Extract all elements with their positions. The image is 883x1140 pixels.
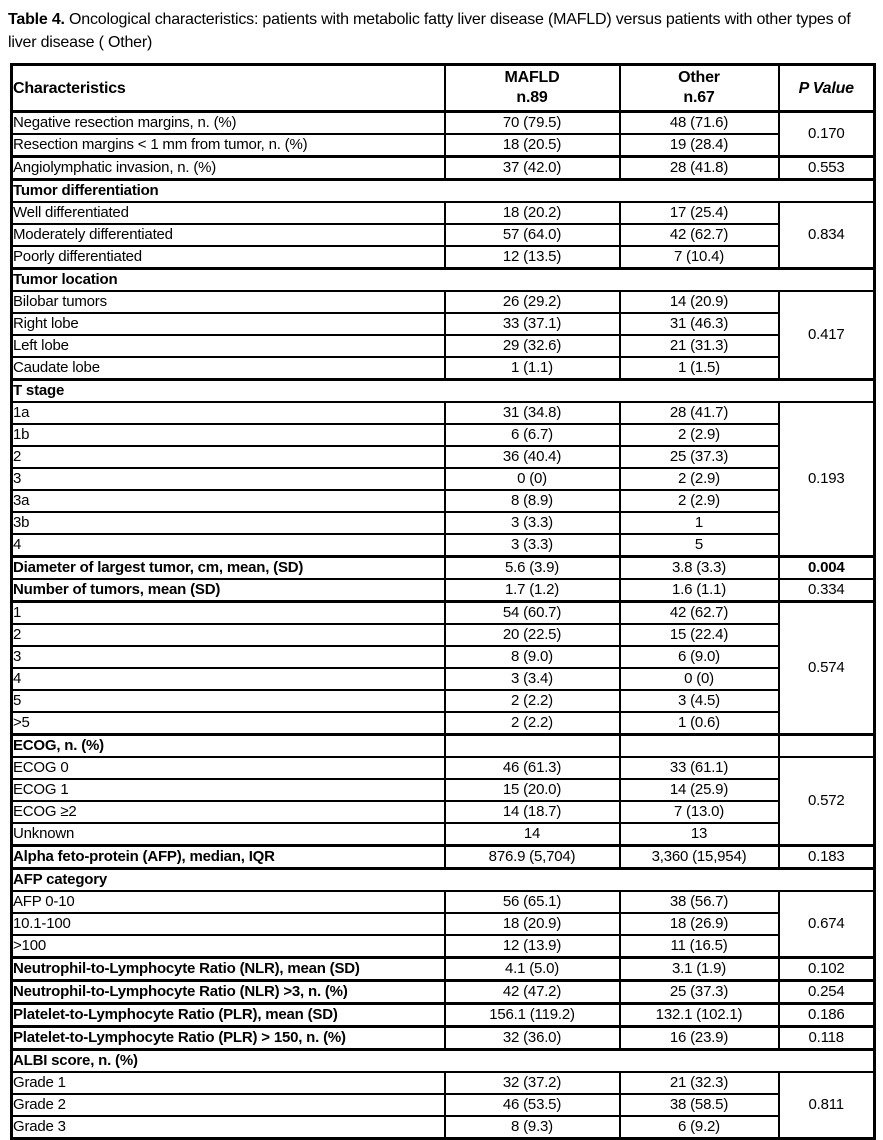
mafld-value-cell: 70 (79.5) bbox=[445, 112, 620, 135]
section-label: ECOG, n. (%) bbox=[12, 735, 445, 758]
p-value-cell: 0.553 bbox=[779, 157, 875, 180]
table-row bbox=[12, 490, 875, 512]
other-value-cell: 14 (25.9) bbox=[620, 779, 779, 801]
other-value-cell: 33 (61.1) bbox=[620, 757, 779, 779]
other-value-cell: 3.1 (1.9) bbox=[620, 958, 779, 981]
mafld-value-cell: 26 (29.2) bbox=[445, 291, 620, 313]
table-row bbox=[12, 823, 875, 846]
table-row bbox=[12, 534, 875, 557]
mafld-value-cell: 56 (65.1) bbox=[445, 891, 620, 913]
mafld-value-cell: 156.1 (119.2) bbox=[445, 1004, 620, 1027]
table-row bbox=[12, 579, 875, 602]
other-value-cell: 2 (2.9) bbox=[620, 490, 779, 512]
p-value-cell: 0.004 bbox=[779, 557, 875, 580]
mafld-value-cell: 20 (22.5) bbox=[445, 624, 620, 646]
characteristics-table bbox=[10, 63, 876, 1140]
other-value-cell: 1 (0.6) bbox=[620, 712, 779, 735]
mafld-value-cell: 42 (47.2) bbox=[445, 981, 620, 1004]
section-row bbox=[12, 1050, 875, 1073]
characteristic-cell: Grade 2 bbox=[12, 1094, 445, 1116]
table-row bbox=[12, 757, 875, 779]
other-value-cell: 15 (22.4) bbox=[620, 624, 779, 646]
other-value-cell: 48 (71.6) bbox=[620, 112, 779, 135]
col-header-other-name: Other bbox=[678, 68, 720, 86]
table-row bbox=[12, 402, 875, 424]
characteristic-cell: Caudate lobe bbox=[12, 357, 445, 380]
characteristic-cell: 3a bbox=[12, 490, 445, 512]
characteristic-cell: >100 bbox=[12, 935, 445, 958]
other-value-cell: 1 (1.5) bbox=[620, 357, 779, 380]
characteristic-cell: 2 bbox=[12, 446, 445, 468]
table-body bbox=[12, 112, 875, 1139]
section-label: Tumor differentiation bbox=[12, 180, 875, 203]
table-row bbox=[12, 468, 875, 490]
mafld-value-cell: 4.1 (5.0) bbox=[445, 958, 620, 981]
section-row bbox=[12, 180, 875, 203]
other-value-cell: 1.6 (1.1) bbox=[620, 579, 779, 602]
table-row bbox=[12, 313, 875, 335]
other-value-cell: 132.1 (102.1) bbox=[620, 1004, 779, 1027]
characteristic-cell: Unknown bbox=[12, 823, 445, 846]
col-header-mafld-n: n.89 bbox=[516, 89, 548, 107]
table-row bbox=[12, 779, 875, 801]
table-row bbox=[12, 602, 875, 625]
mafld-value-cell: 0 (0) bbox=[445, 468, 620, 490]
p-value-cell: 0.183 bbox=[779, 846, 875, 869]
characteristic-cell: Left lobe bbox=[12, 335, 445, 357]
mafld-value-cell: 14 bbox=[445, 823, 620, 846]
mafld-value-cell: 2 (2.2) bbox=[445, 712, 620, 735]
mafld-value-cell: 1 (1.1) bbox=[445, 357, 620, 380]
mafld-value-cell: 15 (20.0) bbox=[445, 779, 620, 801]
mafld-value-cell: 2 (2.2) bbox=[445, 690, 620, 712]
mafld-value-cell: 12 (13.9) bbox=[445, 935, 620, 958]
mafld-value-cell: 3 (3.3) bbox=[445, 512, 620, 534]
section-row bbox=[12, 380, 875, 403]
mafld-value-cell: 36 (40.4) bbox=[445, 446, 620, 468]
mafld-value-cell: 18 (20.9) bbox=[445, 913, 620, 935]
p-value-cell: 0.834 bbox=[779, 202, 875, 269]
characteristic-cell: 3b bbox=[12, 512, 445, 534]
characteristic-cell: Number of tumors, mean (SD) bbox=[12, 579, 445, 602]
other-value-cell: 28 (41.8) bbox=[620, 157, 779, 180]
mafld-value-cell: 31 (34.8) bbox=[445, 402, 620, 424]
characteristic-cell: Grade 1 bbox=[12, 1072, 445, 1094]
other-value-cell: 2 (2.9) bbox=[620, 468, 779, 490]
other-value-cell: 3.8 (3.3) bbox=[620, 557, 779, 580]
other-value-cell: 3,360 (15,954) bbox=[620, 846, 779, 869]
characteristic-cell: 5 bbox=[12, 690, 445, 712]
col-header-characteristics: Characteristics bbox=[12, 65, 445, 112]
table-row bbox=[12, 935, 875, 958]
p-value-cell: 0.254 bbox=[779, 981, 875, 1004]
mafld-value-cell: 46 (61.3) bbox=[445, 757, 620, 779]
col-header-mafld-name: MAFLD bbox=[504, 68, 560, 86]
table-row bbox=[12, 557, 875, 580]
characteristic-cell: Grade 3 bbox=[12, 1116, 445, 1139]
table-row bbox=[12, 112, 875, 135]
mafld-value-cell bbox=[445, 735, 620, 758]
mafld-value-cell: 8 (8.9) bbox=[445, 490, 620, 512]
characteristic-cell: Diameter of largest tumor, cm, mean, (SD) bbox=[12, 557, 445, 580]
other-value-cell: 6 (9.2) bbox=[620, 1116, 779, 1139]
mafld-value-cell: 876.9 (5,704) bbox=[445, 846, 620, 869]
p-value-cell: 0.811 bbox=[779, 1072, 875, 1139]
characteristic-cell: 4 bbox=[12, 534, 445, 557]
mafld-value-cell: 33 (37.1) bbox=[445, 313, 620, 335]
characteristic-cell: 3 bbox=[12, 468, 445, 490]
table-row bbox=[12, 224, 875, 246]
table-row bbox=[12, 1004, 875, 1027]
p-value-cell: 0.170 bbox=[779, 112, 875, 157]
other-value-cell: 3 (4.5) bbox=[620, 690, 779, 712]
other-value-cell: 0 (0) bbox=[620, 668, 779, 690]
characteristic-cell: 1b bbox=[12, 424, 445, 446]
other-value-cell: 5 bbox=[620, 534, 779, 557]
col-header-mafld bbox=[445, 65, 620, 112]
other-value-cell: 42 (62.7) bbox=[620, 224, 779, 246]
mafld-value-cell: 3 (3.4) bbox=[445, 668, 620, 690]
table-row bbox=[12, 1027, 875, 1050]
table-row bbox=[12, 624, 875, 646]
mafld-value-cell: 32 (36.0) bbox=[445, 1027, 620, 1050]
p-value-cell: 0.118 bbox=[779, 1027, 875, 1050]
characteristic-cell: Platelet-to-Lymphocyte Ratio (PLR) > 150, n. (%) bbox=[12, 1027, 445, 1050]
characteristic-cell: 1a bbox=[12, 402, 445, 424]
mafld-value-cell: 14 (18.7) bbox=[445, 801, 620, 823]
table-row bbox=[12, 202, 875, 224]
table-row bbox=[12, 891, 875, 913]
table-row bbox=[12, 335, 875, 357]
table-row bbox=[12, 712, 875, 735]
table-caption-text: Oncological characteristics: patients with metabolic fatty liver disease (MAFLD) versus patients with other types of liver disease ( Other) bbox=[8, 11, 851, 52]
header-row bbox=[12, 65, 875, 112]
characteristic-cell: Platelet-to-Lymphocyte Ratio (PLR), mean (SD) bbox=[12, 1004, 445, 1027]
characteristic-cell: AFP 0-10 bbox=[12, 891, 445, 913]
table-row bbox=[12, 446, 875, 468]
table-row bbox=[12, 424, 875, 446]
characteristic-cell: ECOG 1 bbox=[12, 779, 445, 801]
mafld-value-cell: 6 (6.7) bbox=[445, 424, 620, 446]
section-label: AFP category bbox=[12, 869, 875, 892]
table-row bbox=[12, 246, 875, 269]
mafld-value-cell: 18 (20.5) bbox=[445, 134, 620, 157]
other-value-cell: 38 (58.5) bbox=[620, 1094, 779, 1116]
mafld-value-cell: 29 (32.6) bbox=[445, 335, 620, 357]
characteristic-cell: Right lobe bbox=[12, 313, 445, 335]
other-value-cell: 25 (37.3) bbox=[620, 446, 779, 468]
mafld-value-cell: 12 (13.5) bbox=[445, 246, 620, 269]
table-row bbox=[12, 690, 875, 712]
other-value-cell: 21 (31.3) bbox=[620, 335, 779, 357]
other-value-cell: 13 bbox=[620, 823, 779, 846]
table-caption-number: Table 4. bbox=[8, 11, 65, 28]
other-value-cell: 42 (62.7) bbox=[620, 602, 779, 625]
other-value-cell: 21 (32.3) bbox=[620, 1072, 779, 1094]
mafld-value-cell: 46 (53.5) bbox=[445, 1094, 620, 1116]
characteristic-cell: Poorly differentiated bbox=[12, 246, 445, 269]
other-value-cell: 19 (28.4) bbox=[620, 134, 779, 157]
other-value-cell: 14 (20.9) bbox=[620, 291, 779, 313]
mafld-value-cell: 1.7 (1.2) bbox=[445, 579, 620, 602]
p-value-cell bbox=[779, 735, 875, 758]
table-row bbox=[12, 1094, 875, 1116]
other-value-cell: 28 (41.7) bbox=[620, 402, 779, 424]
characteristic-cell: Moderately differentiated bbox=[12, 224, 445, 246]
mafld-value-cell: 18 (20.2) bbox=[445, 202, 620, 224]
mafld-value-cell: 5.6 (3.9) bbox=[445, 557, 620, 580]
p-value-cell: 0.102 bbox=[779, 958, 875, 981]
table-row bbox=[12, 1116, 875, 1139]
characteristic-cell: Bilobar tumors bbox=[12, 291, 445, 313]
characteristic-cell: Alpha feto-protein (AFP), median, IQR bbox=[12, 846, 445, 869]
p-value-cell: 0.572 bbox=[779, 757, 875, 846]
mafld-value-cell: 32 (37.2) bbox=[445, 1072, 620, 1094]
table-row bbox=[12, 512, 875, 534]
table-row bbox=[12, 291, 875, 313]
mafld-value-cell: 8 (9.0) bbox=[445, 646, 620, 668]
table-row bbox=[12, 357, 875, 380]
other-value-cell: 2 (2.9) bbox=[620, 424, 779, 446]
characteristic-cell: Resection margins < 1 mm from tumor, n. (%) bbox=[12, 134, 445, 157]
characteristic-cell: Angiolymphatic invasion, n. (%) bbox=[12, 157, 445, 180]
col-header-other-n: n.67 bbox=[683, 89, 715, 107]
table-row bbox=[12, 981, 875, 1004]
characteristic-cell: 2 bbox=[12, 624, 445, 646]
table-row bbox=[12, 801, 875, 823]
section-row bbox=[12, 869, 875, 892]
other-value-cell: 6 (9.0) bbox=[620, 646, 779, 668]
characteristic-cell: 1 bbox=[12, 602, 445, 625]
section-label: T stage bbox=[12, 380, 875, 403]
table-row bbox=[12, 646, 875, 668]
mafld-value-cell: 37 (42.0) bbox=[445, 157, 620, 180]
other-value-cell: 18 (26.9) bbox=[620, 913, 779, 935]
characteristic-cell: Negative resection margins, n. (%) bbox=[12, 112, 445, 135]
table-row bbox=[12, 668, 875, 690]
section-label: ALBI score, n. (%) bbox=[12, 1050, 875, 1073]
characteristic-cell: Neutrophil-to-Lymphocyte Ratio (NLR) >3, n. (%) bbox=[12, 981, 445, 1004]
other-value-cell: 1 bbox=[620, 512, 779, 534]
table-row bbox=[12, 134, 875, 157]
mafld-value-cell: 54 (60.7) bbox=[445, 602, 620, 625]
p-value-cell: 0.574 bbox=[779, 602, 875, 735]
p-value-cell: 0.186 bbox=[779, 1004, 875, 1027]
mafld-value-cell: 8 (9.3) bbox=[445, 1116, 620, 1139]
other-value-cell: 31 (46.3) bbox=[620, 313, 779, 335]
table-header bbox=[12, 65, 875, 112]
characteristic-cell: 3 bbox=[12, 646, 445, 668]
characteristic-cell: Well differentiated bbox=[12, 202, 445, 224]
p-value-cell: 0.674 bbox=[779, 891, 875, 958]
characteristic-cell: 4 bbox=[12, 668, 445, 690]
col-header-other bbox=[620, 65, 779, 112]
table-row bbox=[12, 958, 875, 981]
p-value-cell: 0.193 bbox=[779, 402, 875, 557]
section-row bbox=[12, 735, 875, 758]
other-value-cell: 7 (13.0) bbox=[620, 801, 779, 823]
other-value-cell: 7 (10.4) bbox=[620, 246, 779, 269]
table-row bbox=[12, 913, 875, 935]
p-value-cell: 0.417 bbox=[779, 291, 875, 380]
p-value-cell: 0.334 bbox=[779, 579, 875, 602]
characteristic-cell: ECOG ≥2 bbox=[12, 801, 445, 823]
other-value-cell bbox=[620, 735, 779, 758]
section-label: Tumor location bbox=[12, 269, 875, 292]
other-value-cell: 17 (25.4) bbox=[620, 202, 779, 224]
other-value-cell: 11 (16.5) bbox=[620, 935, 779, 958]
table-caption bbox=[8, 8, 865, 54]
table-row bbox=[12, 1072, 875, 1094]
mafld-value-cell: 3 (3.3) bbox=[445, 534, 620, 557]
characteristic-cell: Neutrophil-to-Lymphocyte Ratio (NLR), mean (SD) bbox=[12, 958, 445, 981]
table-row bbox=[12, 846, 875, 869]
characteristic-cell: 10.1-100 bbox=[12, 913, 445, 935]
col-header-pvalue: P Value bbox=[779, 65, 875, 112]
other-value-cell: 25 (37.3) bbox=[620, 981, 779, 1004]
other-value-cell: 38 (56.7) bbox=[620, 891, 779, 913]
characteristic-cell: ECOG 0 bbox=[12, 757, 445, 779]
mafld-value-cell: 57 (64.0) bbox=[445, 224, 620, 246]
characteristic-cell: >5 bbox=[12, 712, 445, 735]
section-row bbox=[12, 269, 875, 292]
other-value-cell: 16 (23.9) bbox=[620, 1027, 779, 1050]
table-row bbox=[12, 157, 875, 180]
